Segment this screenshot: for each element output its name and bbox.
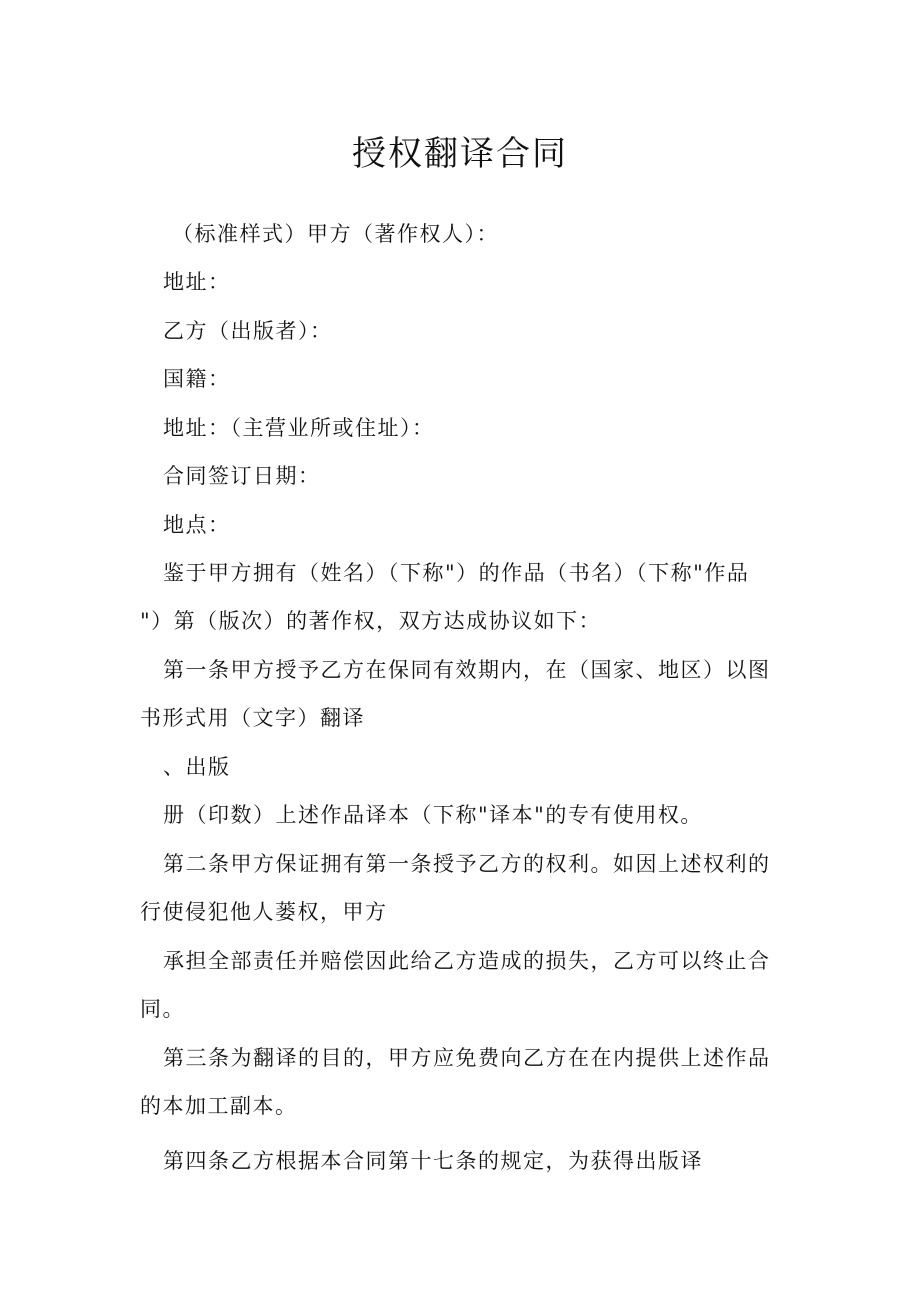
party-b-line: 乙方（出版者）： (163, 319, 333, 343)
nationality-line: 国籍： (163, 367, 231, 391)
article-3-line-1: 第三条为翻译的目的，甲方应免费向乙方在在内提供上述作品 (163, 1046, 771, 1070)
party-a-address-line: 地址： (163, 270, 231, 294)
document-title: 授权翻译合同 (352, 134, 568, 174)
article-4-line-1: 第四条乙方根据本合同第十七条的规定，为获得出版译 (163, 1149, 703, 1173)
party-a-line: （标准样式）甲方（著作权人）： (172, 222, 499, 246)
article-1-line-1: 第一条甲方授予乙方在保同有效期内，在（国家、地区）以图 (163, 658, 771, 682)
article-2-line-1: 第二条甲方保证拥有第一条授予乙方的权利。如因上述权利的 (163, 852, 771, 876)
article-2-line-2: 行使侵犯他人蒌权，甲方 (140, 900, 388, 924)
article-1-line-3: 、出版 (163, 755, 231, 779)
article-1-line-2: 书形式用（文字）翻译 (140, 706, 365, 730)
article-2-line-4: 同。 (140, 997, 185, 1021)
location-line: 地点： (163, 513, 231, 537)
article-2-line-3: 承担全部责任并赔偿因此给乙方造成的损失，乙方可以终止合 (163, 949, 771, 973)
preamble-line-1: 鉴于甲方拥有（姓名）（下称"）的作品（书名）（下称"作品 (163, 561, 750, 585)
article-1-line-4: 册（印数）上述作品译本（下称"译本"的专有使用权。 (163, 803, 703, 827)
party-b-address-line: 地址：（主营业所或住址）： (163, 416, 435, 440)
article-3-line-2: 的本加工副本。 (140, 1094, 298, 1118)
preamble-line-2: "）第（版次）的著作权，双方达成协议如下： (140, 609, 602, 633)
signing-date-line: 合同签订日期： (163, 464, 321, 488)
